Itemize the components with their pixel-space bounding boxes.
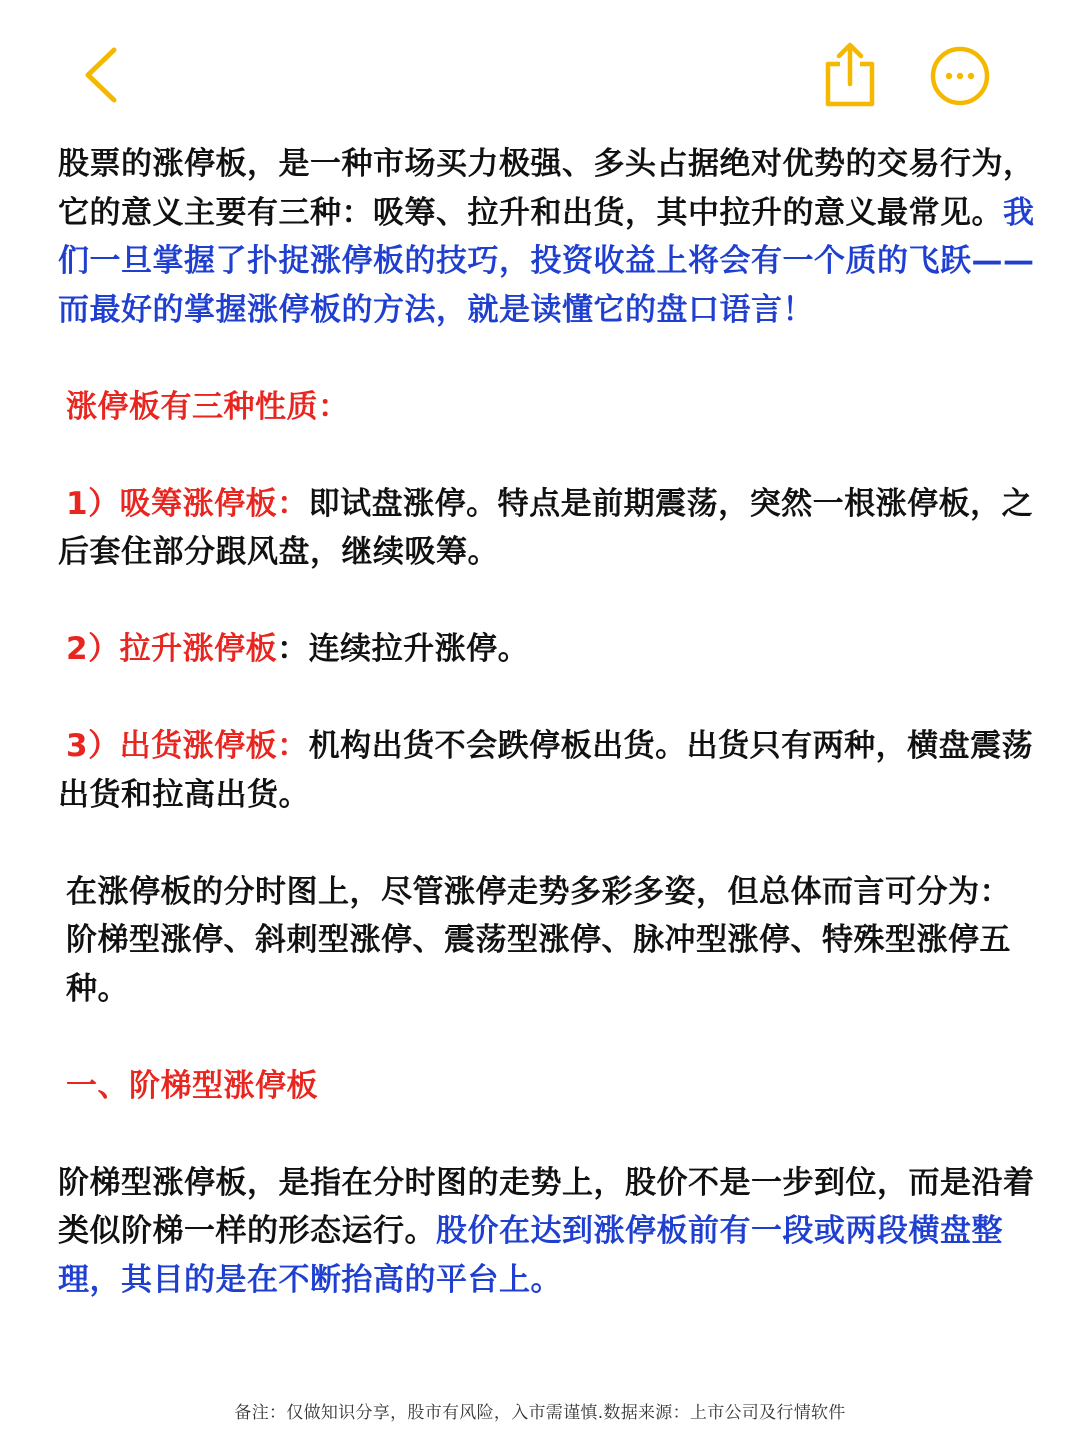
article-body [58,140,1038,1304]
more-horizontal-icon[interactable] [928,44,992,108]
share-icon[interactable] [820,40,880,110]
type-colon: ： [277,631,309,667]
chevron-left-icon[interactable] [78,44,126,106]
top-toolbar [0,0,1080,140]
disclaimer-footnote: 备注：仅做知识分享，股市有风险，入市需谨慎.数据来源：上市公司及行情软件 [234,1403,846,1423]
type-item-absorb [58,480,1038,577]
type-text: 机构出货不会跌停板出货。出货只有两种，横盘震荡出货和拉高出货。 [58,728,1034,813]
type-text: 连续拉升涨停。 [308,631,530,667]
section-heading: 一、阶梯型涨停板 [66,1067,318,1104]
section-paragraph [58,1159,1038,1305]
type-label: 3）出货涨停板： [66,728,309,764]
type-item-distribute [58,722,1038,819]
type-label: 2）拉升涨停板 [66,631,278,667]
intro-highlight: 我们一旦掌握了扑捉涨停板的技巧，投资收益上将会有一个质的飞跃——而最好的掌握涨停板的方法，就是读懂它的盘口语言！ [58,194,1035,328]
type-label: 1）吸筹涨停板： [66,485,309,522]
classification-paragraph: 在涨停板的分时图上，尽管涨停走势多彩多姿，但总体而言可分为：阶梯型涨停、斜刺型涨停、震荡型涨停、脉冲型涨停、特殊型涨停五种。 [66,873,1011,1007]
section-text: 阶梯型涨停板，是指在分时图的走势上，股价不是一步到位，而是沿着类似阶梯一样的形态运行。 [58,1164,1035,1249]
intro-paragraph [58,140,1038,334]
intro-text: 股票的涨停板，是一种市场买力极强、多头占据绝对优势的交易行为，它的意义主要有三种：吸筹、拉升和出货，其中拉升的意义最常见。 [58,146,1035,231]
type-text: 即试盘涨停。特点是前期震荡，突然一根涨停板，之后套住部分跟风盘，继续吸筹。 [58,485,1034,570]
nature-heading: 涨停板有三种性质： [66,388,350,425]
section-highlight: 股价在达到涨停板前有一段或两段横盘整理，其目的是在不断抬高的平台上。 [58,1213,1003,1298]
type-item-lift [58,625,1038,674]
